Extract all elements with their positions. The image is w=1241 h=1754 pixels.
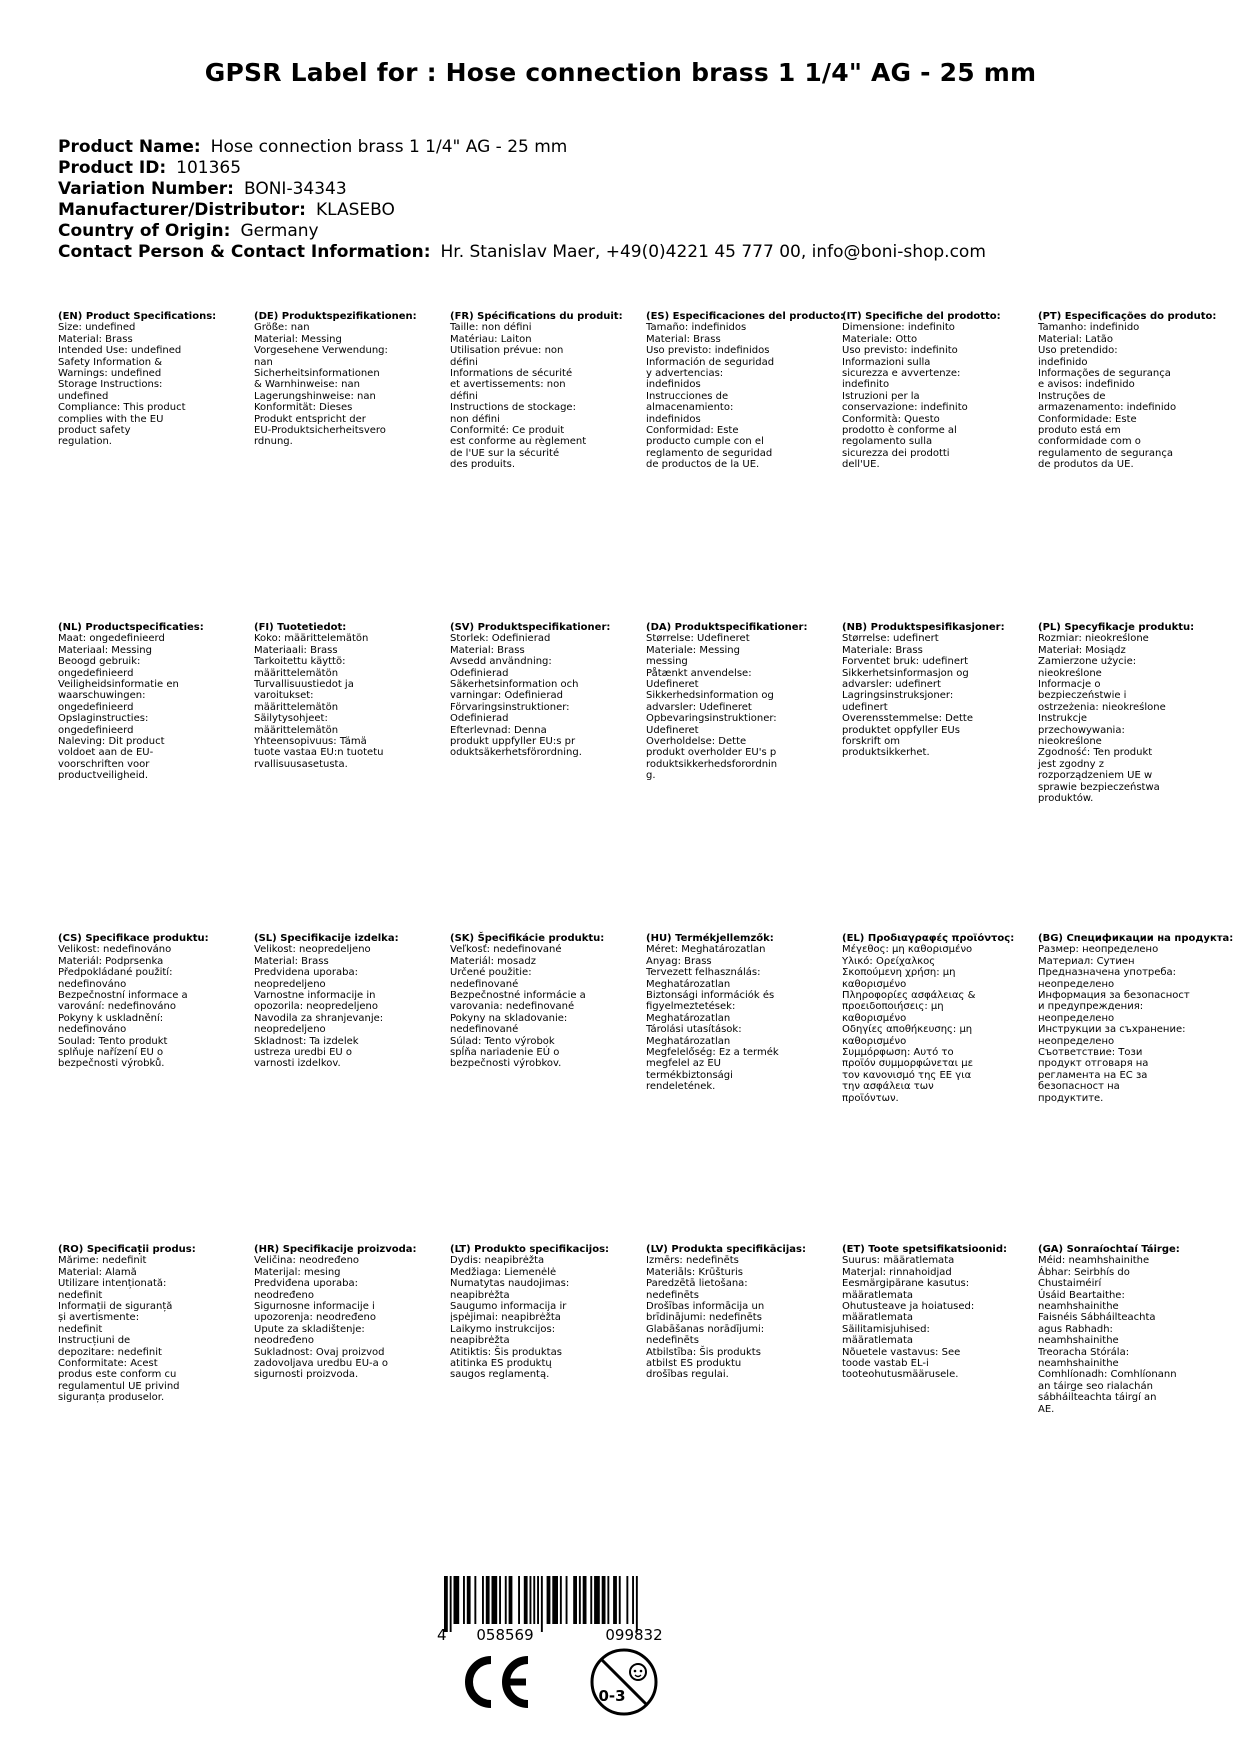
spec-line: Uso previsto: indefinito — [842, 345, 958, 357]
spec-line: Bezpečnostní informace a varování: nedefinováno — [58, 990, 188, 1013]
spec-line: Størrelse: udefinert — [842, 633, 939, 645]
spec-line: Veiligheidsinformatie en waarschuwingen: ongedefinieerd — [58, 679, 179, 713]
spec-heading: (HR) Specifikacije proizvoda: — [254, 1244, 417, 1255]
spec-line: Matériau: Laiton — [450, 333, 532, 345]
info-value: Hr. Stanislav Maer, +49(0)4221 45 777 00, info@boni-shop.com — [440, 242, 986, 262]
spec-line: Navodila za shranjevanje: neopredeljeno — [254, 1012, 384, 1036]
spec-line: Vorgesehene Verwendung: nan — [254, 345, 388, 368]
spec-line: Eesmärgipärane kasutus: määratlemata — [842, 1278, 970, 1301]
info-key: Product ID: — [58, 158, 167, 178]
info-manufacturer — [58, 200, 986, 221]
spec-block — [254, 311, 434, 448]
spec-block — [58, 622, 238, 782]
barcode — [430, 1576, 720, 1646]
spec-line: Yhteensopivuus: Tämä tuote vastaa EU:n tuotetu rvallisuusasetusta. — [254, 736, 384, 770]
spec-line: Μέγεθος: μη καθορισμένο — [842, 944, 973, 956]
spec-line: Izmērs: nedefinēts — [646, 1255, 739, 1267]
product-info — [58, 137, 986, 263]
spec-heading: (EN) Product Specifications: — [58, 311, 217, 322]
spec-line: Tervezett felhasználás: Meghatározatlan — [646, 967, 761, 990]
info-key: Contact Person & Contact Information: — [58, 242, 431, 262]
spec-line: Material: Brass — [254, 955, 329, 967]
spec-line: Materjal: rinnahoidjad — [842, 1266, 952, 1278]
spec-line: Sigurnosne informacije i upozorenja: neodređeno — [254, 1301, 376, 1324]
spec-line: Utilisation prévue: non défini — [450, 345, 564, 368]
spec-line: Opbevaringsinstruktioner: Udefineret — [646, 713, 777, 736]
compliance-marks — [448, 1640, 698, 1720]
spec-line: Laikymo instrukcijos: neapibrėžta — [450, 1323, 556, 1347]
spec-line: Instrucciones de almacenamiento: indefinidos — [646, 390, 734, 425]
spec-line: Informazioni sulla sicurezza e avvertenze: indefinito — [842, 356, 961, 391]
spec-line: Zamierzone użycie: nieokreślone — [1038, 656, 1137, 679]
info-product-id — [58, 158, 986, 179]
spec-block — [1038, 933, 1234, 1104]
info-variation-number — [58, 179, 986, 200]
spec-line: Efterlevnad: Denna produkt uppfyller EU:s pr oduktsäkerhetsförordning. — [450, 724, 582, 759]
spec-line: Υλικό: Ορείχαλκος — [842, 955, 936, 967]
spec-line: Úsáid Beartaithe: neamhshainithe — [1038, 1289, 1125, 1313]
spec-line: Drošības informācija un brīdinājumi: nedefinēts — [646, 1301, 765, 1324]
spec-line: Tárolási utasítások: Meghatározatlan — [646, 1024, 742, 1047]
info-value: KLASEBO — [315, 200, 395, 220]
spec-line: Anyag: Brass — [646, 955, 712, 967]
spec-block — [842, 1244, 1022, 1381]
spec-line: Materiaal: Messing — [58, 644, 152, 656]
spec-line: Materiāls: Krūšturis — [646, 1266, 743, 1278]
spec-line: Conformità: Questo prodotto è conforme al regolamento sulla sicurezza dei prodotti dell'UE. — [842, 413, 957, 471]
spec-line: Tamaño: indefinidos — [646, 322, 747, 334]
spec-line: Faisnéis Sábháilteachta agus Rabhadh: neamhshainithe — [1038, 1312, 1156, 1347]
spec-line: Säkerhetsinformation och varningar: Odefinierad — [450, 679, 579, 702]
spec-line: Съответствие: Този продукт отговаря на регламента на ЕС за безопасност на продуктите. — [1038, 1047, 1149, 1104]
spec-line: Pokyny k uskladnění: nedefinováno — [58, 1012, 164, 1036]
spec-line: Lagerungshinweise: nan — [254, 390, 376, 402]
spec-line: Soulad: Tento produkt splňuje nařízení EU o bezpečnosti výrobků. — [58, 1035, 168, 1070]
spec-block — [450, 1244, 630, 1381]
spec-line: Skladnost: Ta izdelek ustreza uredbi EU o varnosti izdelkov. — [254, 1035, 359, 1070]
spec-line: Material: Brass — [450, 644, 525, 656]
label-title: GPSR Label for : Hose connection brass 1 1/4" AG - 25 mm — [204, 58, 1037, 87]
spec-line: Инструкции за съхранение: неопределено — [1038, 1024, 1186, 1047]
info-key: Variation Number: — [58, 179, 234, 199]
spec-line: Overensstemmelse: Dette produktet oppfyller EUs forskrift om produktsikkerhet. — [842, 713, 973, 759]
spec-line: Turvallisuustiedot ja varoitukset: määrittelemätön — [254, 679, 354, 713]
info-value: Hose connection brass 1 1/4" AG - 25 mm — [210, 137, 568, 157]
spec-line: Instruções de armazenamento: indefinido — [1038, 390, 1177, 414]
spec-heading: (SL) Specifikacije izdelka: — [254, 933, 399, 944]
spec-heading: (HU) Termékjellemzők: — [646, 933, 774, 944]
spec-line: Saugumo informacija ir įspėjimai: neapibrėžta — [450, 1301, 567, 1324]
spec-line: Material: Alamă — [58, 1266, 137, 1278]
spec-line: Информация за безопасност и предупреждения: неопределено — [1038, 990, 1190, 1024]
spec-line: Οδηγίες αποθήκευσης: μη καθορισμένο — [842, 1024, 973, 1047]
spec-line: Súlad: Tento výrobok spĺňa nariadenie EÚ o bezpečnosti výrobkov. — [450, 1035, 562, 1070]
spec-line: Glabāšanas norādījumi: nedefinēts — [646, 1323, 765, 1347]
spec-line: Sicherheitsinformationen & Warnhinweise: nan — [254, 368, 380, 391]
not-for-children-under-3-icon — [592, 1650, 656, 1714]
spec-line: Materiał: Mosiądz — [1038, 644, 1126, 656]
spec-line: Suurus: määratlemata — [842, 1255, 955, 1267]
spec-line: Storlek: Odefinierad — [450, 633, 551, 645]
spec-line: Conformidad: Este producto cumple con el reglamento de seguridad de productos de la UE. — [646, 425, 773, 471]
spec-block — [254, 933, 434, 1070]
spec-line: Nõuetele vastavus: See toode vastab EL-i tooteohutusmäärusele. — [842, 1346, 961, 1381]
spec-line: Πληροφορίες ασφάλειας & προειδοποιήσεις: μη καθορισμένο — [842, 990, 976, 1024]
spec-line: Materiale: Messing messing — [646, 644, 740, 668]
spec-line: Conformité: Ce produit est conforme au règlement de l'UE sur la sécurité des produits. — [450, 425, 587, 471]
spec-line: Påtænkt anvendelse: Udefineret — [646, 667, 752, 691]
spec-line: Materiál: Podprsenka — [58, 955, 164, 967]
spec-line: Συμμόρφωση: Αυτό το προϊόν συμμορφώνεται με τον κανονισμό της ΕΕ για την ασφάλεια των προϊόντων. — [842, 1047, 973, 1104]
spec-line: Материал: Сутиен — [1038, 955, 1135, 967]
spec-line: Velikost: neopredeljeno — [254, 944, 371, 956]
info-value: Germany — [240, 221, 319, 241]
spec-line: Atbilstība: Šis produkts atbilst ES produktu drošības regulai. — [646, 1346, 761, 1381]
spec-block — [842, 311, 1022, 471]
spec-line: Velikost: nedefinováno — [58, 944, 172, 956]
spec-block — [254, 1244, 434, 1381]
spec-line: Beoogd gebruik: ongedefinieerd — [58, 656, 141, 679]
spec-line: Informações de segurança e avisos: indefinido — [1038, 368, 1171, 391]
info-value: BONI-34343 — [243, 179, 347, 199]
spec-line: Méid: neamhshainithe — [1038, 1255, 1150, 1267]
spec-heading: (DA) Produktspecifikationer: — [646, 622, 808, 633]
spec-line: Ábhar: Seirbhís do Chustaiméirí — [1038, 1266, 1130, 1290]
spec-line: Materiál: mosadz — [450, 955, 536, 967]
spec-heading: (BG) Спецификации на продукта: — [1038, 933, 1234, 944]
info-contact — [58, 242, 986, 263]
spec-line: Predvidena uporaba: neopredeljeno — [254, 967, 358, 990]
spec-line: Forventet bruk: udefinert — [842, 656, 969, 668]
spec-block — [58, 1244, 238, 1404]
spec-line: Предназначена употреба: неопределено — [1038, 967, 1177, 990]
spec-block — [842, 933, 1022, 1104]
spec-line: Mărime: nedefinit — [58, 1255, 147, 1267]
spec-line: Größe: nan — [254, 322, 310, 334]
spec-line: Dydis: neapibrėžta — [450, 1255, 545, 1267]
spec-block — [1038, 1244, 1218, 1415]
spec-line: Sikkerhedsinformation og advarsler: Udefineret — [646, 690, 774, 713]
spec-line: Ohutusteave ja hoiatused: määratlemata — [842, 1301, 975, 1324]
spec-block — [1038, 622, 1218, 805]
spec-line: Veličina: neodređeno — [254, 1255, 360, 1267]
spec-line: Instructions de stockage: non défini — [450, 402, 576, 425]
spec-line: Bezpečnostné informácie a varovania: nedefinované — [450, 990, 586, 1013]
spec-line: Zgodność: Ten produkt jest zgodny z rozporządzeniem UE w sprawie bezpieczeństwa produktów. — [1038, 747, 1160, 805]
age-warning-label: 0-3 — [598, 1687, 626, 1705]
spec-block — [646, 622, 826, 782]
spec-heading: (ET) Toote spetsifikatsioonid: — [842, 1244, 1008, 1255]
spec-line: Tarkoitettu käyttö: määrittelemätön — [254, 656, 346, 679]
spec-heading: (SK) Špecifikácie produktu: — [450, 933, 605, 944]
spec-line: Material: Latão — [1038, 333, 1114, 345]
spec-line: Información de seguridad y advertencias: indefinidos — [646, 356, 775, 391]
spec-line: Treoracha Stórála: neamhshainithe — [1038, 1346, 1130, 1370]
spec-line: Instrukcje przechowywania: nieokreślone — [1038, 713, 1125, 748]
spec-line: Compliance: This product complies with the EU product safety regulation. — [58, 402, 186, 448]
barcode-group-left: 058569 — [476, 1626, 534, 1644]
spec-line: Σκοπούμενη χρήση: μη καθορισμένο — [842, 967, 956, 990]
spec-line: Materiale: Otto — [842, 333, 918, 345]
spec-line: Atitiktis: Šis produktas atitinka ES produktų saugos reglamentą. — [450, 1346, 562, 1381]
spec-line: Naleving: Dit product voldoet aan de EU- voorschriften voor productveiligheid. — [58, 736, 165, 782]
spec-block — [842, 622, 1022, 759]
spec-line: Material: Brass — [58, 333, 133, 345]
info-key: Manufacturer/Distributor: — [58, 200, 306, 220]
barcode-group-right: 099832 — [605, 1626, 663, 1644]
spec-line: Pokyny na skladovanie: nedefinované — [450, 1012, 568, 1036]
spec-line: Conformidade: Este produto está em conformidade com o regulamento de segurança de produtos da UE. — [1038, 413, 1174, 471]
spec-heading: (IT) Specifiche del prodotto: — [842, 311, 1001, 322]
spec-line: Méret: Meghatározatlan — [646, 944, 766, 956]
spec-heading: (ES) Especificaciones del producto: — [646, 311, 845, 322]
spec-line: Säilytysohjeet: määrittelemätön — [254, 713, 339, 736]
spec-line: Paredzētā lietošana: nedefinēts — [646, 1278, 748, 1301]
spec-heading: (NL) Productspecificaties: — [58, 622, 204, 633]
spec-line: Varnostne informacije in opozorila: neopredeljeno — [254, 990, 378, 1013]
spec-line: Förvaringsinstruktioner: Odefinierad — [450, 701, 570, 725]
info-product-name — [58, 137, 986, 158]
spec-line: Avsedd användning: Odefinierad — [450, 656, 552, 679]
info-key: Product Name: — [58, 137, 201, 157]
spec-heading: (RO) Specificații produs: — [58, 1244, 196, 1255]
spec-block — [450, 622, 630, 759]
spec-line: Istruzioni per la conservazione: indefinito — [842, 390, 968, 414]
ce-mark-icon — [469, 1660, 528, 1704]
spec-line: Material: Brass — [646, 333, 721, 345]
spec-line: Uso pretendido: indefinido — [1038, 345, 1118, 368]
spec-line: Predviđena uporaba: neodređeno — [254, 1278, 358, 1301]
barcode-digit-first: 4 — [437, 1626, 447, 1644]
spec-line: Overholdelse: Dette produkt overholder EU's p roduktsikkerhedsforordnin g. — [646, 736, 778, 782]
spec-line: Instrucțiuni de depozitare: nedefinit — [58, 1335, 162, 1358]
spec-line: Size: undefined — [58, 322, 136, 334]
info-key: Country of Origin: — [58, 221, 231, 241]
spec-line: Koko: määrittelemätön — [254, 633, 369, 645]
spec-line: Materiale: Brass — [842, 644, 923, 656]
spec-line: Megfelelőség: Ez a termék megfelel az EU termékbiztonsági rendeletének. — [646, 1047, 779, 1093]
spec-block — [646, 1244, 826, 1381]
spec-heading: (PT) Especificações do produto: — [1038, 311, 1217, 322]
spec-heading: (FI) Tuotetiedot: — [254, 622, 347, 633]
spec-line: Lagringsinstruksjoner: udefinert — [842, 690, 954, 713]
spec-heading: (GA) Sonraíochtaí Táirge: — [1038, 1244, 1180, 1255]
spec-block — [58, 311, 238, 448]
spec-heading: (EL) Προδιαγραφές προϊόντος: — [842, 933, 1015, 944]
spec-heading: (PL) Specyfikacje produktu: — [1038, 622, 1195, 633]
spec-block — [646, 933, 826, 1093]
spec-line: Tamanho: indefinido — [1038, 322, 1140, 334]
spec-line: Sukladnost: Ovaj proizvod zadovoljava uredbu EU-a o sigurnosti proizvoda. — [254, 1346, 389, 1381]
spec-heading: (DE) Produktspezifikationen: — [254, 311, 417, 322]
spec-line: Størrelse: Udefineret — [646, 633, 750, 645]
spec-block — [1038, 311, 1218, 471]
spec-line: Veľkosť: nedefinované — [450, 944, 562, 956]
spec-line: Medžiaga: Liemenėlė — [450, 1266, 557, 1278]
spec-block — [58, 933, 238, 1070]
spec-line: Material: Messing — [254, 333, 342, 345]
spec-heading: (NB) Produktspesifikasjoner: — [842, 622, 1005, 633]
spec-line: Safety Information & Warnings: undefined — [58, 356, 163, 380]
spec-line: Konformität: Dieses Produkt entspricht der EU-Produktsicherheitsvero rdnung. — [254, 402, 386, 448]
spec-line: Upute za skladištenje: neodređeno — [254, 1323, 365, 1347]
spec-line: Dimensione: indefinito — [842, 322, 955, 334]
spec-heading: (FR) Spécifications du produit: — [450, 311, 623, 322]
spec-line: Určené použitie: nedefinované — [450, 967, 532, 990]
spec-block — [646, 311, 845, 471]
spec-block — [450, 933, 630, 1070]
spec-line: Storage Instructions: undefined — [58, 379, 163, 402]
spec-heading: (CS) Specifikace produktu: — [58, 933, 209, 944]
spec-heading: (LT) Produkto specifikacijos: — [450, 1244, 610, 1255]
spec-line: Säilitamisjuhised: määratlemata — [842, 1323, 930, 1347]
spec-line: Sikkerhetsinformasjon og advarsler: udefinert — [842, 667, 969, 691]
spec-line: Materijal: mesing — [254, 1266, 341, 1278]
spec-line: Taille: non défini — [450, 322, 532, 334]
spec-line: Biztonsági információk és figyelmeztetések: Meghatározatlan — [646, 990, 775, 1024]
spec-line: Utilizare intenționată: nedefinit — [58, 1278, 167, 1301]
info-country-of-origin — [58, 221, 986, 242]
spec-block — [254, 622, 434, 770]
spec-heading: (SV) Produktspecifikationer: — [450, 622, 611, 633]
spec-line: Informacje o bezpieczeństwie i ostrzeżenia: nieokreślone — [1038, 679, 1166, 713]
spec-line: Materiaali: Brass — [254, 644, 338, 656]
spec-line: Rozmiar: nieokreślone — [1038, 633, 1149, 645]
barcode-bars — [444, 1576, 638, 1632]
spec-line: Uso previsto: indefinidos — [646, 345, 770, 357]
spec-heading: (LV) Produkta specifikācijas: — [646, 1244, 806, 1255]
spec-line: Comhlíonadh: Comhlíonann an táirge seo rialachán sábháilteachta táirgí an AE. — [1038, 1369, 1177, 1415]
spec-line: Předpokládané použití: nedefinováno — [58, 967, 173, 990]
spec-line: Informations de sécurité et avertissements: non défini — [450, 368, 573, 402]
spec-line: Maat: ongedefinieerd — [58, 633, 165, 645]
spec-block — [450, 311, 630, 471]
spec-line: Opslaginstructies: ongedefinieerd — [58, 713, 149, 736]
spec-line: Intended Use: undefined — [58, 345, 182, 357]
info-value: 101365 — [176, 158, 242, 178]
spec-line: Размер: неопределено — [1038, 944, 1159, 956]
spec-line: Informații de siguranță și avertismente: nedefinit — [58, 1301, 173, 1335]
spec-line: Numatytas naudojimas: neapibrėžta — [450, 1278, 570, 1301]
spec-line: Conformitate: Acest produs este conform cu regulamentul UE privind siguranța produselor. — [58, 1358, 180, 1404]
